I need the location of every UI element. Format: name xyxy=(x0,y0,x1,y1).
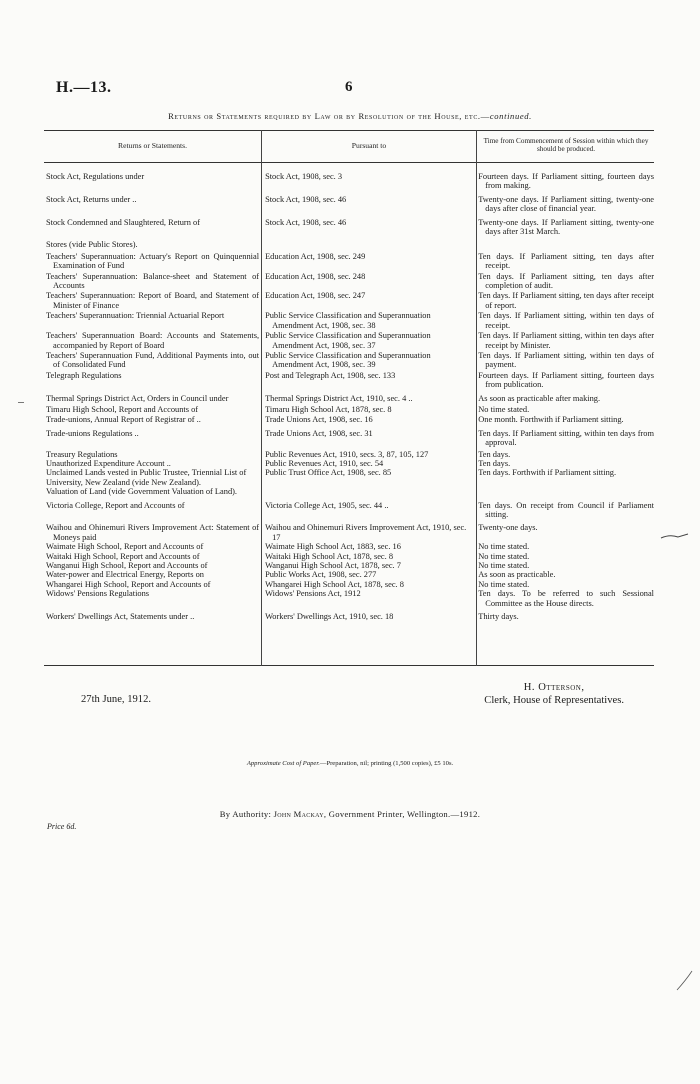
table-row xyxy=(46,394,654,403)
document-code: H.—13. xyxy=(56,79,112,96)
return-cell: Timaru High School, Report and Accounts of xyxy=(46,404,199,414)
return-cell: Workers' Dwellings Act, Statements under .. xyxy=(46,612,195,622)
authority-line xyxy=(0,809,700,819)
pencil-stroke-icon xyxy=(674,970,694,992)
pursuant-cell: Public Trust Office Act, 1908, sec. 85 xyxy=(265,468,392,478)
pursuant-cell: Trade Unions Act, 1908, sec. 31 xyxy=(265,428,373,438)
pursuant-cell xyxy=(265,240,478,249)
return-cell: Waihou and Ohinemuri Rivers Improvement Act: Statement of Moneys paid xyxy=(46,523,260,542)
pursuant-cell: Public Revenues Act, 1910, secs. 3, 87, 105, 127 xyxy=(265,449,429,459)
time-cell: Ten days. If Parliament sitting, within ten days of payment. xyxy=(478,350,654,370)
table-row xyxy=(46,612,654,621)
cost-label: Approximate Cost of Paper. xyxy=(246,760,320,767)
printer-name: John Mackay, xyxy=(273,809,327,819)
return-cell: Teachers' Superannuation Fund, Additional Payments into, out of Consolidated Fund xyxy=(46,350,260,370)
pursuant-cell: Trade Unions Act, 1908, sec. 16 xyxy=(265,415,373,425)
return-cell: Unclaimed Lands vested in Public Trustee, Triennial List of xyxy=(46,468,247,478)
time-cell xyxy=(478,478,654,487)
pursuant-cell: Stock Act, 1908, sec. 46 xyxy=(265,194,347,204)
return-cell: Widows' Pensions Regulations xyxy=(46,589,150,599)
time-cell: Twenty-one days. xyxy=(478,523,538,533)
return-cell: Water-power and Electrical Energy, Reports on xyxy=(46,570,204,580)
time-cell: Ten days. If Parliament sitting, ten days after receipt of report. xyxy=(478,291,654,310)
signatory-title: Clerk, House of Representatives. xyxy=(484,695,624,706)
table-row xyxy=(46,552,654,561)
return-cell: Whangarei High School, Report and Accounts of xyxy=(46,579,211,589)
return-cell: Valuation of Land (vide Government Valuation of Land). xyxy=(46,487,238,497)
pursuant-cell: Post and Telegraph Act, 1908, sec. 133 xyxy=(265,370,396,380)
table-row xyxy=(46,218,654,237)
table-row xyxy=(46,487,654,496)
return-cell: Telegraph Regulations xyxy=(46,370,122,380)
time-cell: No time stated. xyxy=(478,542,530,552)
table-row xyxy=(46,450,654,459)
table-row xyxy=(46,195,654,214)
time-cell: Ten days. If Parliament sitting, within ten days of receipt. xyxy=(478,311,654,330)
return-cell: Waitaki High School, Report and Accounts of xyxy=(46,551,200,561)
signatory-name: H. Otterson, xyxy=(523,682,585,693)
table-row xyxy=(46,570,654,579)
table-row xyxy=(46,172,654,191)
page-number: 6 xyxy=(345,79,353,95)
time-cell: Ten days. If Parliament sitting, ten days after receipt. xyxy=(478,251,654,271)
table-row xyxy=(46,478,654,487)
time-cell: As soon as practicable after making. xyxy=(478,393,601,403)
table-row xyxy=(46,371,654,390)
table-row xyxy=(46,523,654,542)
return-cell: Victoria College, Report and Accounts of xyxy=(46,500,185,510)
time-cell: Twenty-one days. If Parliament sitting, twenty-one days after close of financial year. xyxy=(478,194,654,214)
table-row xyxy=(46,272,654,291)
pursuant-cell: Stock Act, 1908, sec. 3 xyxy=(265,172,343,181)
table-row xyxy=(46,589,654,608)
pursuant-cell: Public Revenues Act, 1910, sec. 54 xyxy=(265,458,384,468)
running-title xyxy=(0,111,700,121)
pursuant-cell: Victoria College Act, 1905, sec. 44 .. xyxy=(265,500,389,510)
pursuant-cell: Widows' Pensions Act, 1912 xyxy=(265,589,361,599)
return-cell: Thermal Springs District Act, Orders in Council under xyxy=(46,393,229,403)
table-row xyxy=(46,291,654,310)
time-cell: Ten days. On receipt from Council if Parliament sitting. xyxy=(478,500,654,519)
time-cell: Fourteen days. If Parliament sitting, fourteen days from publication. xyxy=(478,370,654,390)
time-cell: No time stated. xyxy=(478,404,530,414)
pursuant-cell: Workers' Dwellings Act, 1910, sec. 18 xyxy=(265,612,394,622)
pursuant-cell: Timaru High School Act, 1878, sec. 8 xyxy=(265,404,392,414)
return-cell: Trade-unions, Annual Report of Registrar of .. xyxy=(46,415,201,425)
return-cell: University, New Zealand (vide New Zealand). xyxy=(46,477,202,487)
time-cell: Ten days. If Parliament sitting, within ten days from approval. xyxy=(478,428,654,448)
cost-line xyxy=(0,760,700,767)
time-cell: Ten days. Forthwith if Parliament sitting. xyxy=(478,468,617,478)
pursuant-cell: Waimate High School Act, 1883, sec. 16 xyxy=(265,542,401,552)
pursuant-cell: Stock Act, 1908, sec. 46 xyxy=(265,217,347,227)
time-cell: One month. Forthwith if Parliament sitting. xyxy=(478,415,624,425)
table-row xyxy=(46,580,654,589)
pursuant-cell: Waihou and Ohinemuri Rivers Improvement Act, 1910, sec. 17 xyxy=(265,523,467,542)
pursuant-cell xyxy=(265,478,478,487)
pursuant-cell: Whangarei High School Act, 1878, sec. 8 xyxy=(265,579,404,589)
pursuant-cell: Education Act, 1908, sec. 248 xyxy=(265,271,366,281)
return-cell: Trade-unions Regulations .. xyxy=(46,428,139,438)
table-row xyxy=(46,311,654,330)
pencil-mark-icon xyxy=(660,532,690,542)
cost-detail: —Preparation, nil; printing (1,500 copies), £5 10s. xyxy=(319,760,454,767)
authority-prefix: By Authority: xyxy=(219,809,272,819)
return-cell: Wanganui High School, Report and Accounts of xyxy=(46,561,208,571)
pursuant-cell xyxy=(265,487,478,496)
time-cell: No time stated. xyxy=(478,579,530,589)
pursuant-cell: Public Service Classification and Superannuation Amendment Act, 1908, sec. 39 xyxy=(265,350,431,370)
running-title-suffix: continued. xyxy=(489,111,532,121)
return-cell: Teachers' Superannuation Board: Accounts and Statements, accompanied by Report of Board xyxy=(46,331,260,350)
time-cell: Ten days. xyxy=(478,458,511,468)
table-row xyxy=(46,501,654,520)
time-cell: No time stated. xyxy=(478,561,530,571)
column-header-returns: Returns or Statements. xyxy=(118,141,187,151)
return-cell: Stock Condemned and Slaughtered, Return of xyxy=(46,217,200,227)
time-cell xyxy=(478,240,654,249)
date-line: 27th June, 1912. xyxy=(81,694,152,705)
pursuant-cell: Education Act, 1908, sec. 249 xyxy=(265,251,366,261)
table-row xyxy=(46,331,654,350)
time-cell: Thirty days. xyxy=(478,612,519,622)
return-cell: Treasury Regulations xyxy=(46,449,118,459)
price-label: Price 6d. xyxy=(47,822,77,831)
pursuant-cell: Public Service Classification and Superannuation Amendment Act, 1908, sec. 37 xyxy=(265,331,431,350)
time-cell: Ten days. xyxy=(478,449,511,459)
time-cell: Twenty-one days. If Parliament sitting, twenty-one days after 31st March. xyxy=(478,217,654,237)
table-row xyxy=(46,351,654,370)
return-cell: Teachers' Superannuation: Report of Board, and Statement of Minister of Finance xyxy=(46,291,260,310)
signature-block xyxy=(484,681,624,707)
table-row xyxy=(46,429,654,448)
time-cell: Fourteen days. If Parliament sitting, fourteen days from making. xyxy=(478,172,654,191)
return-cell: Teachers' Superannuation: Triennial Actuarial Report xyxy=(46,311,225,321)
margin-mark xyxy=(18,402,24,403)
pursuant-cell: Thermal Springs District Act, 1910, sec. 4 .. xyxy=(265,393,413,403)
return-cell: Stock Act, Returns under .. xyxy=(46,194,137,204)
table-row xyxy=(46,405,654,414)
returns-table-body xyxy=(46,172,654,621)
return-cell: Unauthorized Expenditure Account .. xyxy=(46,458,171,468)
time-cell: No time stated. xyxy=(478,551,530,561)
table-row xyxy=(46,561,654,570)
running-title-main: Returns or Statements required by Law or by Resolution of the House, etc.— xyxy=(168,111,490,121)
pursuant-cell: Public Works Act, 1908, sec. 277 xyxy=(265,570,377,580)
time-cell: Ten days. If Parliament sitting, within ten days after receipt by Minister. xyxy=(478,331,654,350)
return-cell: Stores (vide Public Stores). xyxy=(46,240,138,250)
column-header-time: Time from Commencement of Session within which they should be produced. xyxy=(483,137,649,153)
pursuant-cell: Wanganui High School Act, 1878, sec. 7 xyxy=(265,561,401,571)
return-cell: Teachers' Superannuation: Balance-sheet and Statement of Accounts xyxy=(46,271,260,291)
table-row xyxy=(46,240,654,249)
table-row xyxy=(46,459,654,468)
authority-detail: Government Printer, Wellington.—1912. xyxy=(328,809,481,819)
time-cell: Ten days. If Parliament sitting, ten days after completion of audit. xyxy=(478,271,654,291)
table-row xyxy=(46,252,654,271)
table-row xyxy=(46,468,654,477)
return-cell: Waimate High School, Report and Accounts of xyxy=(46,542,204,552)
time-cell: As soon as practicable. xyxy=(478,570,556,580)
time-cell xyxy=(478,487,654,496)
return-cell: Stock Act, Regulations under xyxy=(46,172,145,181)
pursuant-cell: Waitaki High School Act, 1878, sec. 8 xyxy=(265,551,394,561)
table-row xyxy=(46,542,654,551)
table-row xyxy=(46,415,654,424)
pursuant-cell: Public Service Classification and Superannuation Amendment Act, 1908, sec. 38 xyxy=(265,311,431,330)
time-cell: Ten days. To be referred to such Sessional Committee as the House directs. xyxy=(478,589,654,608)
return-cell: Teachers' Superannuation: Actuary's Report on Quinquennial Examination of Fund xyxy=(46,251,260,271)
pursuant-cell: Education Act, 1908, sec. 247 xyxy=(265,291,366,301)
column-header-pursuant: Pursuant to xyxy=(351,141,387,151)
